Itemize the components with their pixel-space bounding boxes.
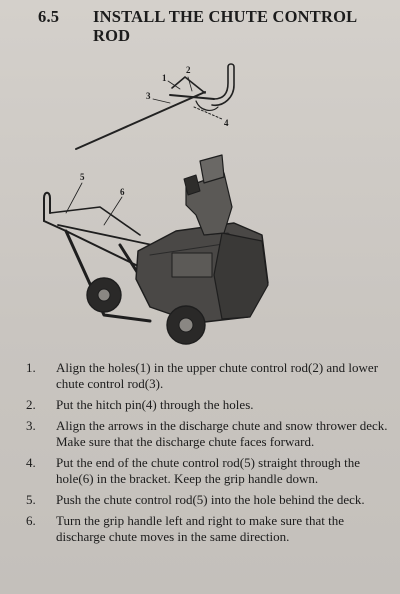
step-text: Put the end of the chute control rod(5) straight through the hole(6) in the bracket. Keep the grip handle down. <box>56 455 360 486</box>
callout-3: 3 <box>146 91 151 101</box>
chute-rod-illustration <box>0 55 400 355</box>
instruction-step <box>18 360 388 392</box>
step-text: Turn the grip handle left and right to make sure that the discharge chute moves in the same direction. <box>56 513 344 544</box>
step-text: Put the hitch pin(4) through the holes. <box>56 397 254 412</box>
section-number: 6.5 <box>38 7 60 26</box>
instruction-step <box>18 455 388 487</box>
step-text: Align the arrows in the discharge chute and snow thrower deck. Make sure that the discharge chute faces forward. <box>56 418 388 449</box>
callout-4: 4 <box>224 118 229 128</box>
instruction-step <box>18 397 388 413</box>
step-number: 3. <box>26 418 36 433</box>
callout-2: 2 <box>186 65 191 75</box>
rod-assembly-drawing <box>76 64 234 149</box>
step-number: 2. <box>26 397 36 412</box>
callout-5: 5 <box>80 172 85 182</box>
callout-1: 1 <box>162 73 167 83</box>
step-text: Push the chute control rod(5) into the hole behind the deck. <box>56 492 365 507</box>
callout-6: 6 <box>120 187 125 197</box>
instruction-step <box>18 492 388 508</box>
step-number: 1. <box>26 360 36 375</box>
section-title: INSTALL THE CHUTE CONTROL ROD <box>93 7 357 45</box>
snow-thrower-drawing <box>44 155 268 344</box>
instruction-steps <box>18 360 388 550</box>
step-text: Align the holes(1) in the upper chute control rod(2) and lower chute control rod(3). <box>56 360 379 391</box>
step-number: 4. <box>26 455 36 470</box>
step-number: 5. <box>26 492 36 507</box>
step-number: 6. <box>26 513 36 528</box>
instruction-step <box>18 418 388 450</box>
instruction-step <box>18 513 388 545</box>
